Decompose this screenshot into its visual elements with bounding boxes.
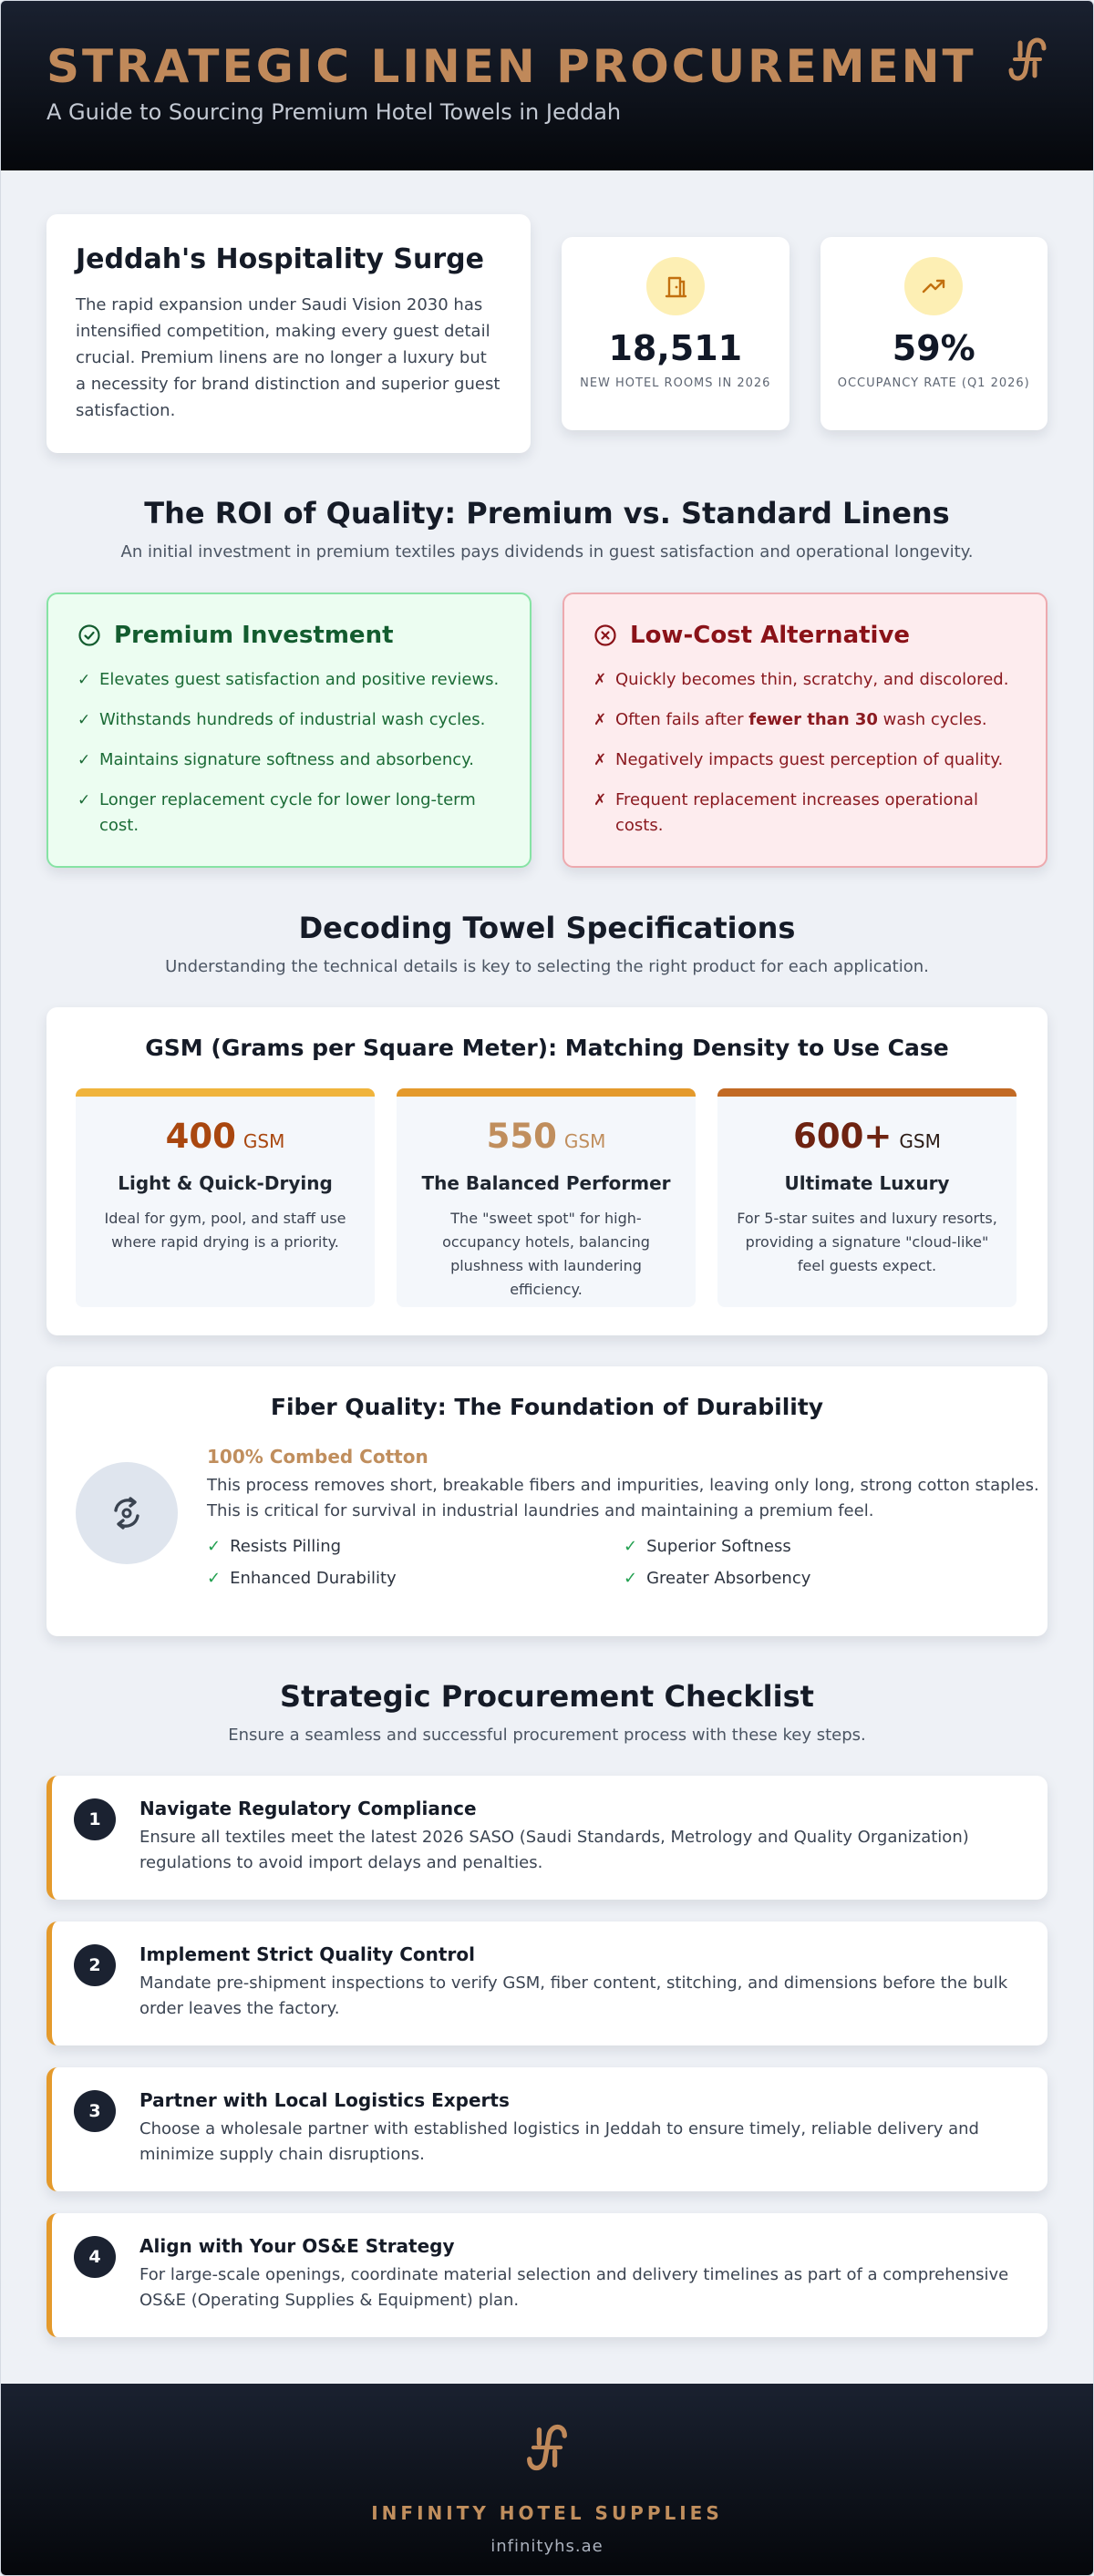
gsm-unit: GSM [899,1130,941,1152]
trending-up-icon [904,257,963,315]
step-title: Navigate Regulatory Compliance [139,1798,477,1819]
lowcost-heading [593,622,1017,649]
check-icon: ✓ [77,751,91,769]
check-icon: ✓ [77,671,91,689]
step-title: Partner with Local Logistics Experts [139,2089,510,2111]
roi-title: The ROI of Quality: Premium vs. Standard Linens [144,496,950,531]
specs-section [46,910,1048,1636]
recycle-icon [76,1462,178,1564]
check-icon: ✓ [77,791,91,809]
stat-label-rooms: NEW HOTEL ROOMS IN 2026 [580,376,771,390]
fiber-panel [46,1366,1048,1636]
list-item: ✗ Quickly becomes thin, scratchy, and discolored. [593,667,1017,693]
page-footer [1,2384,1093,2575]
main-content [1,170,1093,2337]
gsm-name: Ultimate Luxury [784,1172,950,1194]
specs-title: Decoding Towel Specifications [298,911,796,945]
fiber-features [207,1537,1040,1588]
gsm-unit: GSM [243,1130,285,1152]
step-title: Align with Your OS&E Strategy [139,2235,455,2257]
feature-item: ✓ Enhanced Durability [207,1569,397,1588]
roi-subtitle: An initial investment in premium textiles pays dividends in guest satisfaction and operational longevity. [120,542,974,562]
gsm-card-600 [717,1088,1017,1307]
checklist-items [46,1776,1048,2337]
fiber-body: This process removes short, breakable fibers and impurities, leaving only long, strong cotton staples. This is critical for survival in industrial laundries and maintaining a premium feel. [207,1476,1039,1520]
gsm-name: Light & Quick-Drying [118,1172,333,1194]
stat-card-rooms [562,237,789,430]
step-number: 4 [74,2236,116,2278]
check-icon: ✓ [624,1537,638,1556]
hotel-door-icon [646,257,705,315]
lowcost-card [562,592,1048,868]
specs-heading [46,910,1048,976]
lowcost-title: Low-Cost Alternative [630,622,911,649]
check-icon: ✓ [624,1569,638,1588]
list-item: ✓ Maintains signature softness and absorbency. [77,747,501,773]
page-subtitle: A Guide to Sourcing Premium Hotel Towels in Jeddah [46,99,622,125]
list-item: ✓ Longer replacement cycle for lower long-term cost. [77,788,501,839]
fiber-subtitle: 100% Combed Cotton [207,1446,428,1468]
checklist-item [46,1922,1048,2045]
roi-compare [46,592,1048,868]
checklist-section [46,1678,1048,2337]
list-item: ✗ Often fails after fewer than 30 wash cycles. [593,707,1017,733]
gsm-desc: For 5-star suites and luxury resorts, providing a signature "cloud-like" feel guests expect. [737,1210,997,1274]
gsm-value: 400 [165,1117,236,1156]
step-number: 3 [74,2090,116,2132]
gsm-card-550 [397,1088,696,1307]
stat-label-occupancy: OCCUPANCY RATE (Q1 2026) [837,376,1030,390]
list-item: ✗ Negatively impacts guest perception of quality. [593,747,1017,773]
step-number: 2 [74,1944,116,1986]
stat-value-occupancy: 59% [892,328,975,368]
page-header [1,1,1093,170]
gsm-card-400 [76,1088,375,1307]
checklist-item [46,1776,1048,1900]
roi-heading [46,495,1048,562]
infinity-h-logo-icon [1002,34,1053,85]
stat-value-rooms: 18,511 [608,328,743,368]
roi-section [46,495,1048,868]
infinity-h-logo-icon [518,2420,576,2475]
gsm-unit: GSM [563,1130,606,1152]
check-icon: ✓ [207,1537,222,1556]
intro-card [46,214,531,453]
step-body: For large-scale openings, coordinate material selection and delivery timelines as part of a comprehensive OS&E (Operating Supplies & Equipment) plan. [139,2265,1009,2310]
checklist-item [46,2067,1048,2191]
gsm-cards [76,1088,1018,1307]
gsm-panel [46,1007,1048,1335]
page-title: STRATEGIC LINEN PROCUREMENT [46,40,976,93]
x-icon: ✗ [593,671,607,689]
x-icon: ✗ [593,791,607,809]
gsm-title: GSM (Grams per Square Meter): Matching Density to Use Case [145,1035,949,1061]
check-circle-icon [77,623,101,647]
checklist-item [46,2213,1048,2337]
intro-title: Jeddah's Hospitality Surge [76,243,484,275]
list-item: ✓ Withstands hundreds of industrial wash cycles. [77,707,501,733]
x-circle-icon [593,623,617,647]
fiber-title: Fiber Quality: The Foundation of Durability [270,1394,824,1420]
feature-item: ✓ Greater Absorbency [624,1569,811,1588]
premium-heading [77,622,501,649]
footer-brand: INFINITY HOTEL SUPPLIES [371,2502,723,2524]
gsm-value: 550 [486,1117,557,1156]
footer-link[interactable]: infinityhs.ae [490,2537,604,2556]
intro-section [46,214,1048,453]
gsm-name: The Balanced Performer [421,1172,671,1194]
step-body: Mandate pre-shipment inspections to verify GSM, fiber content, stitching, and dimensions before the bulk order leaves the factory. [139,1973,1008,2018]
list-item: ✓ Elevates guest satisfaction and positive reviews. [77,667,501,693]
step-body: Ensure all textiles meet the latest 2026 SASO (Saudi Standards, Metrology and Quality Organization) regulations to avoid import delays and penalties. [139,1828,969,1872]
x-icon: ✗ [593,751,607,769]
premium-title: Premium Investment [114,622,394,649]
check-icon: ✓ [77,711,91,729]
gsm-desc: Ideal for gym, pool, and staff use where rapid drying is a priority. [104,1210,346,1251]
intro-body: The rapid expansion under Saudi Vision 2030 has intensified competition, making every guest detail crucial. Premium linens are no longer a luxury but a necessity for brand distinction and superior guest satisfaction. [76,295,501,420]
specs-subtitle: Understanding the technical details is key to selecting the right product for each application. [165,957,929,976]
x-icon: ✗ [593,711,607,729]
checklist-title: Strategic Procurement Checklist [280,1679,814,1714]
step-number: 1 [74,1798,116,1840]
lowcost-list [593,667,1017,839]
check-icon: ✓ [207,1569,222,1588]
premium-list [77,667,501,839]
checklist-subtitle: Ensure a seamless and successful procurement process with these key steps. [228,1726,866,1745]
feature-item: ✓ Superior Softness [624,1537,791,1556]
premium-card [46,592,532,868]
step-body: Choose a wholesale partner with established logistics in Jeddah to ensure timely, reliable delivery and minimize supply chain disruptions. [139,2119,979,2164]
gsm-value: 600+ [793,1117,893,1156]
stat-card-occupancy [820,237,1048,430]
step-title: Implement Strict Quality Control [139,1943,475,1965]
feature-item: ✓ Resists Pilling [207,1537,342,1556]
checklist-heading [46,1678,1048,1745]
list-item: ✗ Frequent replacement increases operational costs. [593,788,1017,839]
gsm-desc: The "sweet spot" for high-occupancy hotels, balancing plushness with laundering efficiency. [442,1210,650,1298]
